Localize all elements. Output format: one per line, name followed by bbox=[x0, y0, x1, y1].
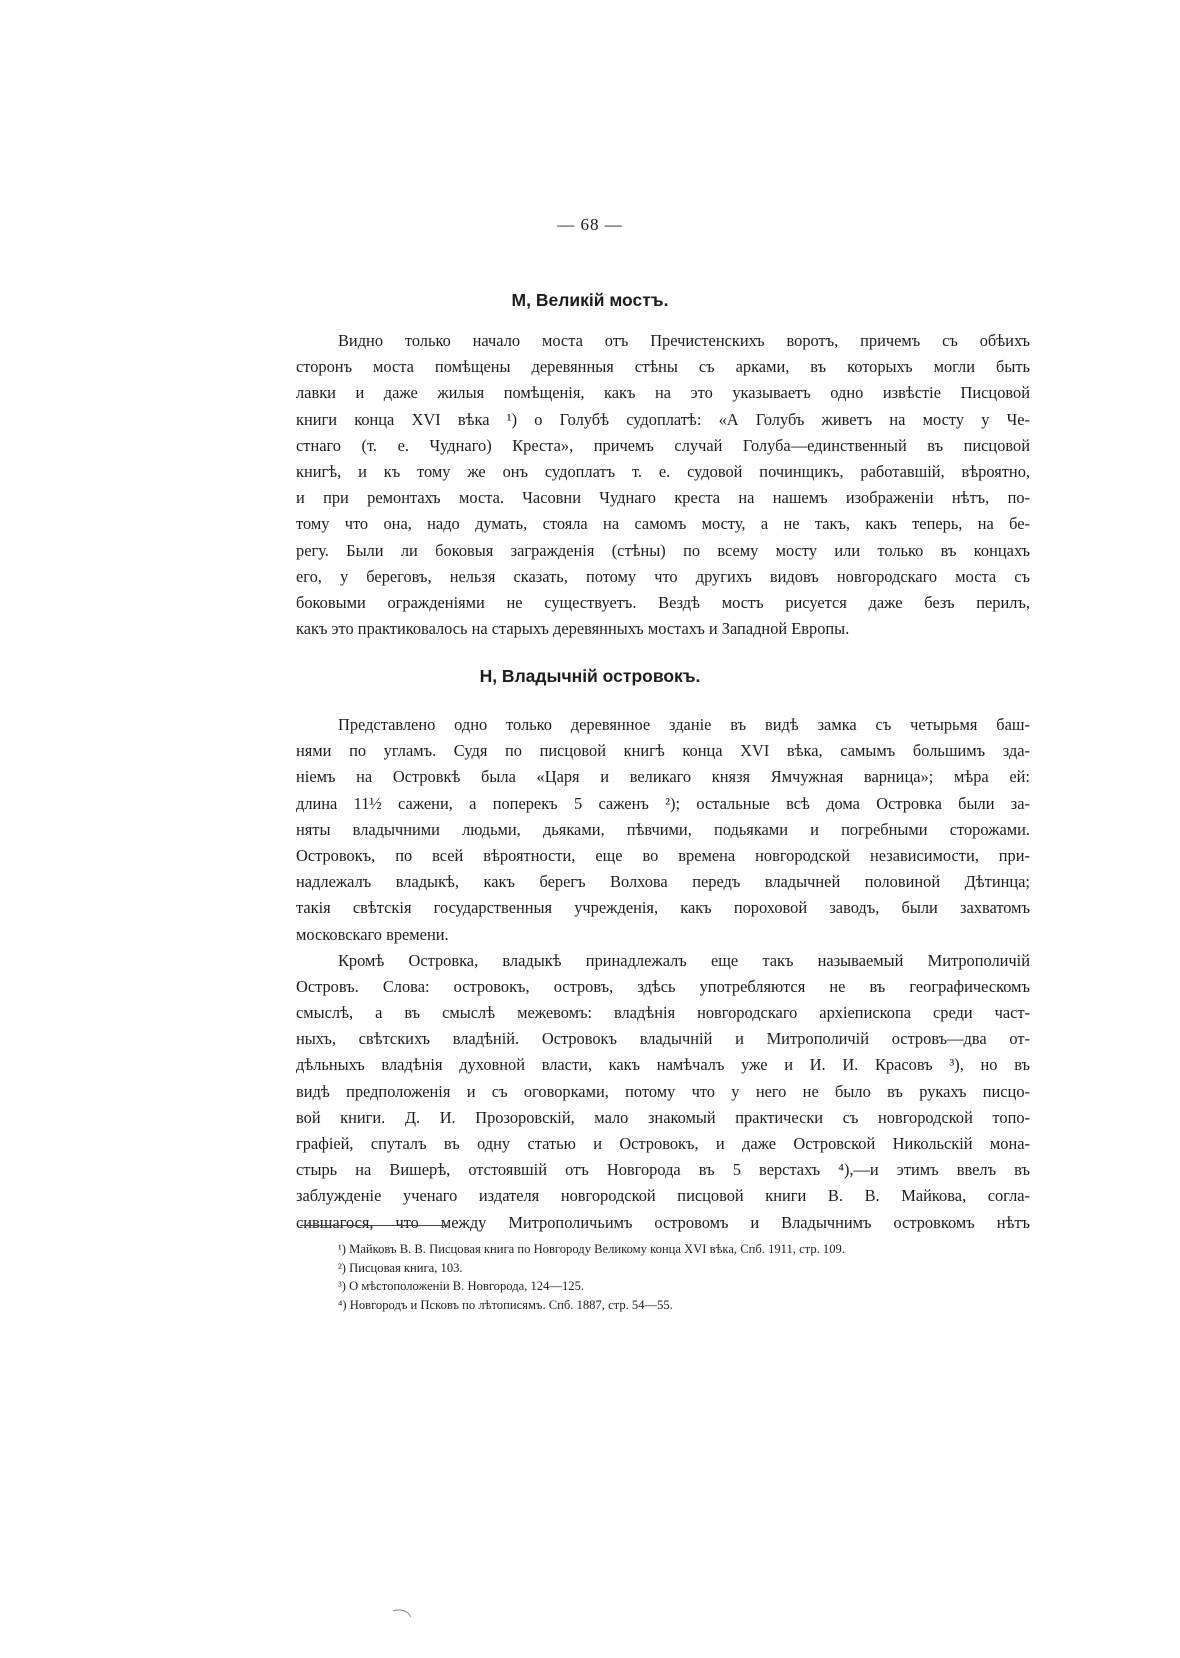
text-line: Представлено одно только деревянное зданіе въ видѣ замка съ четырьмя баш- bbox=[338, 715, 1030, 734]
text-line: лавки и даже жилыя помѣщенія, какъ на это указываетъ одно извѣстіе Писцовой bbox=[296, 383, 1030, 403]
text-line: сторонъ моста помѣщены деревянныя стѣны съ арками, въ которыхъ могли быть bbox=[296, 357, 1030, 377]
text-line: надлежалъ владыкѣ, какъ берегъ Волхова передъ владычней половиной Дѣтинца; bbox=[296, 872, 1030, 892]
footnote-divider bbox=[300, 1225, 448, 1226]
text-line: ніемъ на Островкѣ была «Царя и великаго князя Ямчужная варница»; мѣра ей: bbox=[296, 767, 1030, 787]
text-line: его, у береговъ, нельзя сказать, потому что другихъ видовъ новгородскаго моста съ bbox=[296, 566, 1030, 586]
text-line: сившагося, что между Митрополичьимъ островомъ и Владычнимъ островкомъ нѣтъ bbox=[296, 1212, 1030, 1232]
footnote: ⁴) Новгородъ и Псковъ по лѣтописямъ. Спб. 1887, стр. 54—55. bbox=[338, 1297, 673, 1312]
text-line: Видно только начало моста отъ Пречистенскихъ воротъ, причемъ съ обѣихъ bbox=[338, 331, 1030, 350]
text-line: дѣльныхъ владѣнія духовной власти, какъ намѣчалъ уже и И. И. Красовъ ³), но въ bbox=[296, 1055, 1030, 1075]
text-line: тому что она, надо думать, стояла на самомъ мосту, а не такъ, какъ теперь, на бе- bbox=[296, 514, 1030, 534]
text-line: книги конца XVI вѣка ¹) о Голубѣ судоплатѣ: «А Голубъ живетъ на мосту у Че- bbox=[296, 409, 1030, 429]
text-line: видѣ предположенія и съ оговорками, потому что у него не было въ рукахъ писцо- bbox=[296, 1081, 1030, 1101]
text-line: стырь на Вишерѣ, отстоявшій отъ Новгорода въ 5 верстахъ ⁴),—и этимъ ввелъ въ bbox=[296, 1160, 1030, 1180]
pencil-mark bbox=[392, 1608, 414, 1618]
text-line: нями по угламъ. Судя по писцовой книгѣ конца XVI вѣка, самымъ большимъ зда- bbox=[296, 741, 1030, 761]
section-heading-m: М, Великій мостъ. bbox=[511, 290, 669, 310]
text-line: книгѣ, и къ тому же онъ судоплатъ т. е. судовой починщикъ, работавшій, вѣроятно, bbox=[296, 461, 1030, 481]
text-line: боковыми огражденіями не существуетъ. Вездѣ мостъ рисуется даже безъ перилъ, bbox=[296, 592, 1030, 612]
text-line: и при ремонтахъ моста. Часовни Чуднаго креста на нашемъ изображеніи нѣтъ, по- bbox=[296, 488, 1030, 508]
text-line: московскаго времени. bbox=[296, 924, 449, 944]
text-line: Островъ. Слова: островокъ, островъ, здѣсь употребляются не въ географическомъ bbox=[296, 976, 1030, 996]
text-line: стнаго (т. е. Чуднаго) Креста», причемъ случай Голуба—единственный въ писцовой bbox=[296, 435, 1030, 455]
section-m-paragraph bbox=[296, 328, 1030, 642]
text-line: такія свѣтскія государственныя учрежденія, какъ пороховой заводъ, были захватомъ bbox=[296, 898, 1030, 918]
text-line: ныхъ, свѣтскихъ владѣній. Островокъ владычній и Митрополичій островъ—два от- bbox=[296, 1029, 1030, 1049]
footnote: ³) О мѣстоположеніи В. Новгорода, 124—125. bbox=[338, 1279, 585, 1294]
page-number: — 68 — bbox=[557, 215, 623, 234]
footnote: ¹) Майковъ В. В. Писцовая книга по Новгороду Великому конца XVI вѣка, Спб. 1911, стр. 109. bbox=[338, 1242, 845, 1256]
footnotes bbox=[338, 1240, 1030, 1314]
text-line: смыслѣ, а въ смыслѣ межевомъ: владѣнія новгородскаго архіепископа среди част- bbox=[296, 1003, 1030, 1023]
section-heading-n: Н, Владычній островокъ. bbox=[479, 666, 701, 686]
text-line: какъ это практиковалось на старыхъ деревянныхъ мостахъ и Западной Европы. bbox=[296, 619, 850, 639]
text-line: заблужденіе ученаго издателя новгородской писцовой книги В. В. Майкова, согла- bbox=[296, 1186, 1030, 1206]
footnote: ²) Писцовая книга, 103. bbox=[338, 1260, 463, 1275]
text-line: Кромѣ Островка, владыкѣ принадлежалъ еще такъ называемый Митрополичій bbox=[338, 950, 1030, 970]
text-line: вой книги. Д. И. Прозоровскій, мало знакомый практически съ новгородской топо- bbox=[296, 1107, 1030, 1127]
text-line: графіей, спуталъ въ одну статью и Островокъ, и даже Островской Никольскій мона- bbox=[296, 1134, 1030, 1153]
text-line: регу. Были ли боковыя загражденія (стѣны) по всему мосту или только въ концахъ bbox=[296, 540, 1030, 560]
text-line: длина 11½ сажени, а поперекъ 5 саженъ ²); остальные всѣ дома Островка были за- bbox=[296, 793, 1030, 813]
text-line: няты владычними людьми, дьяками, пѣвчими, подьяками и погребными сторожами. bbox=[296, 819, 1030, 839]
text-line: Островокъ, по всей вѣроятности, еще во времена новгородской независимости, при- bbox=[296, 845, 1030, 865]
section-n-paragraph bbox=[296, 712, 1030, 1236]
